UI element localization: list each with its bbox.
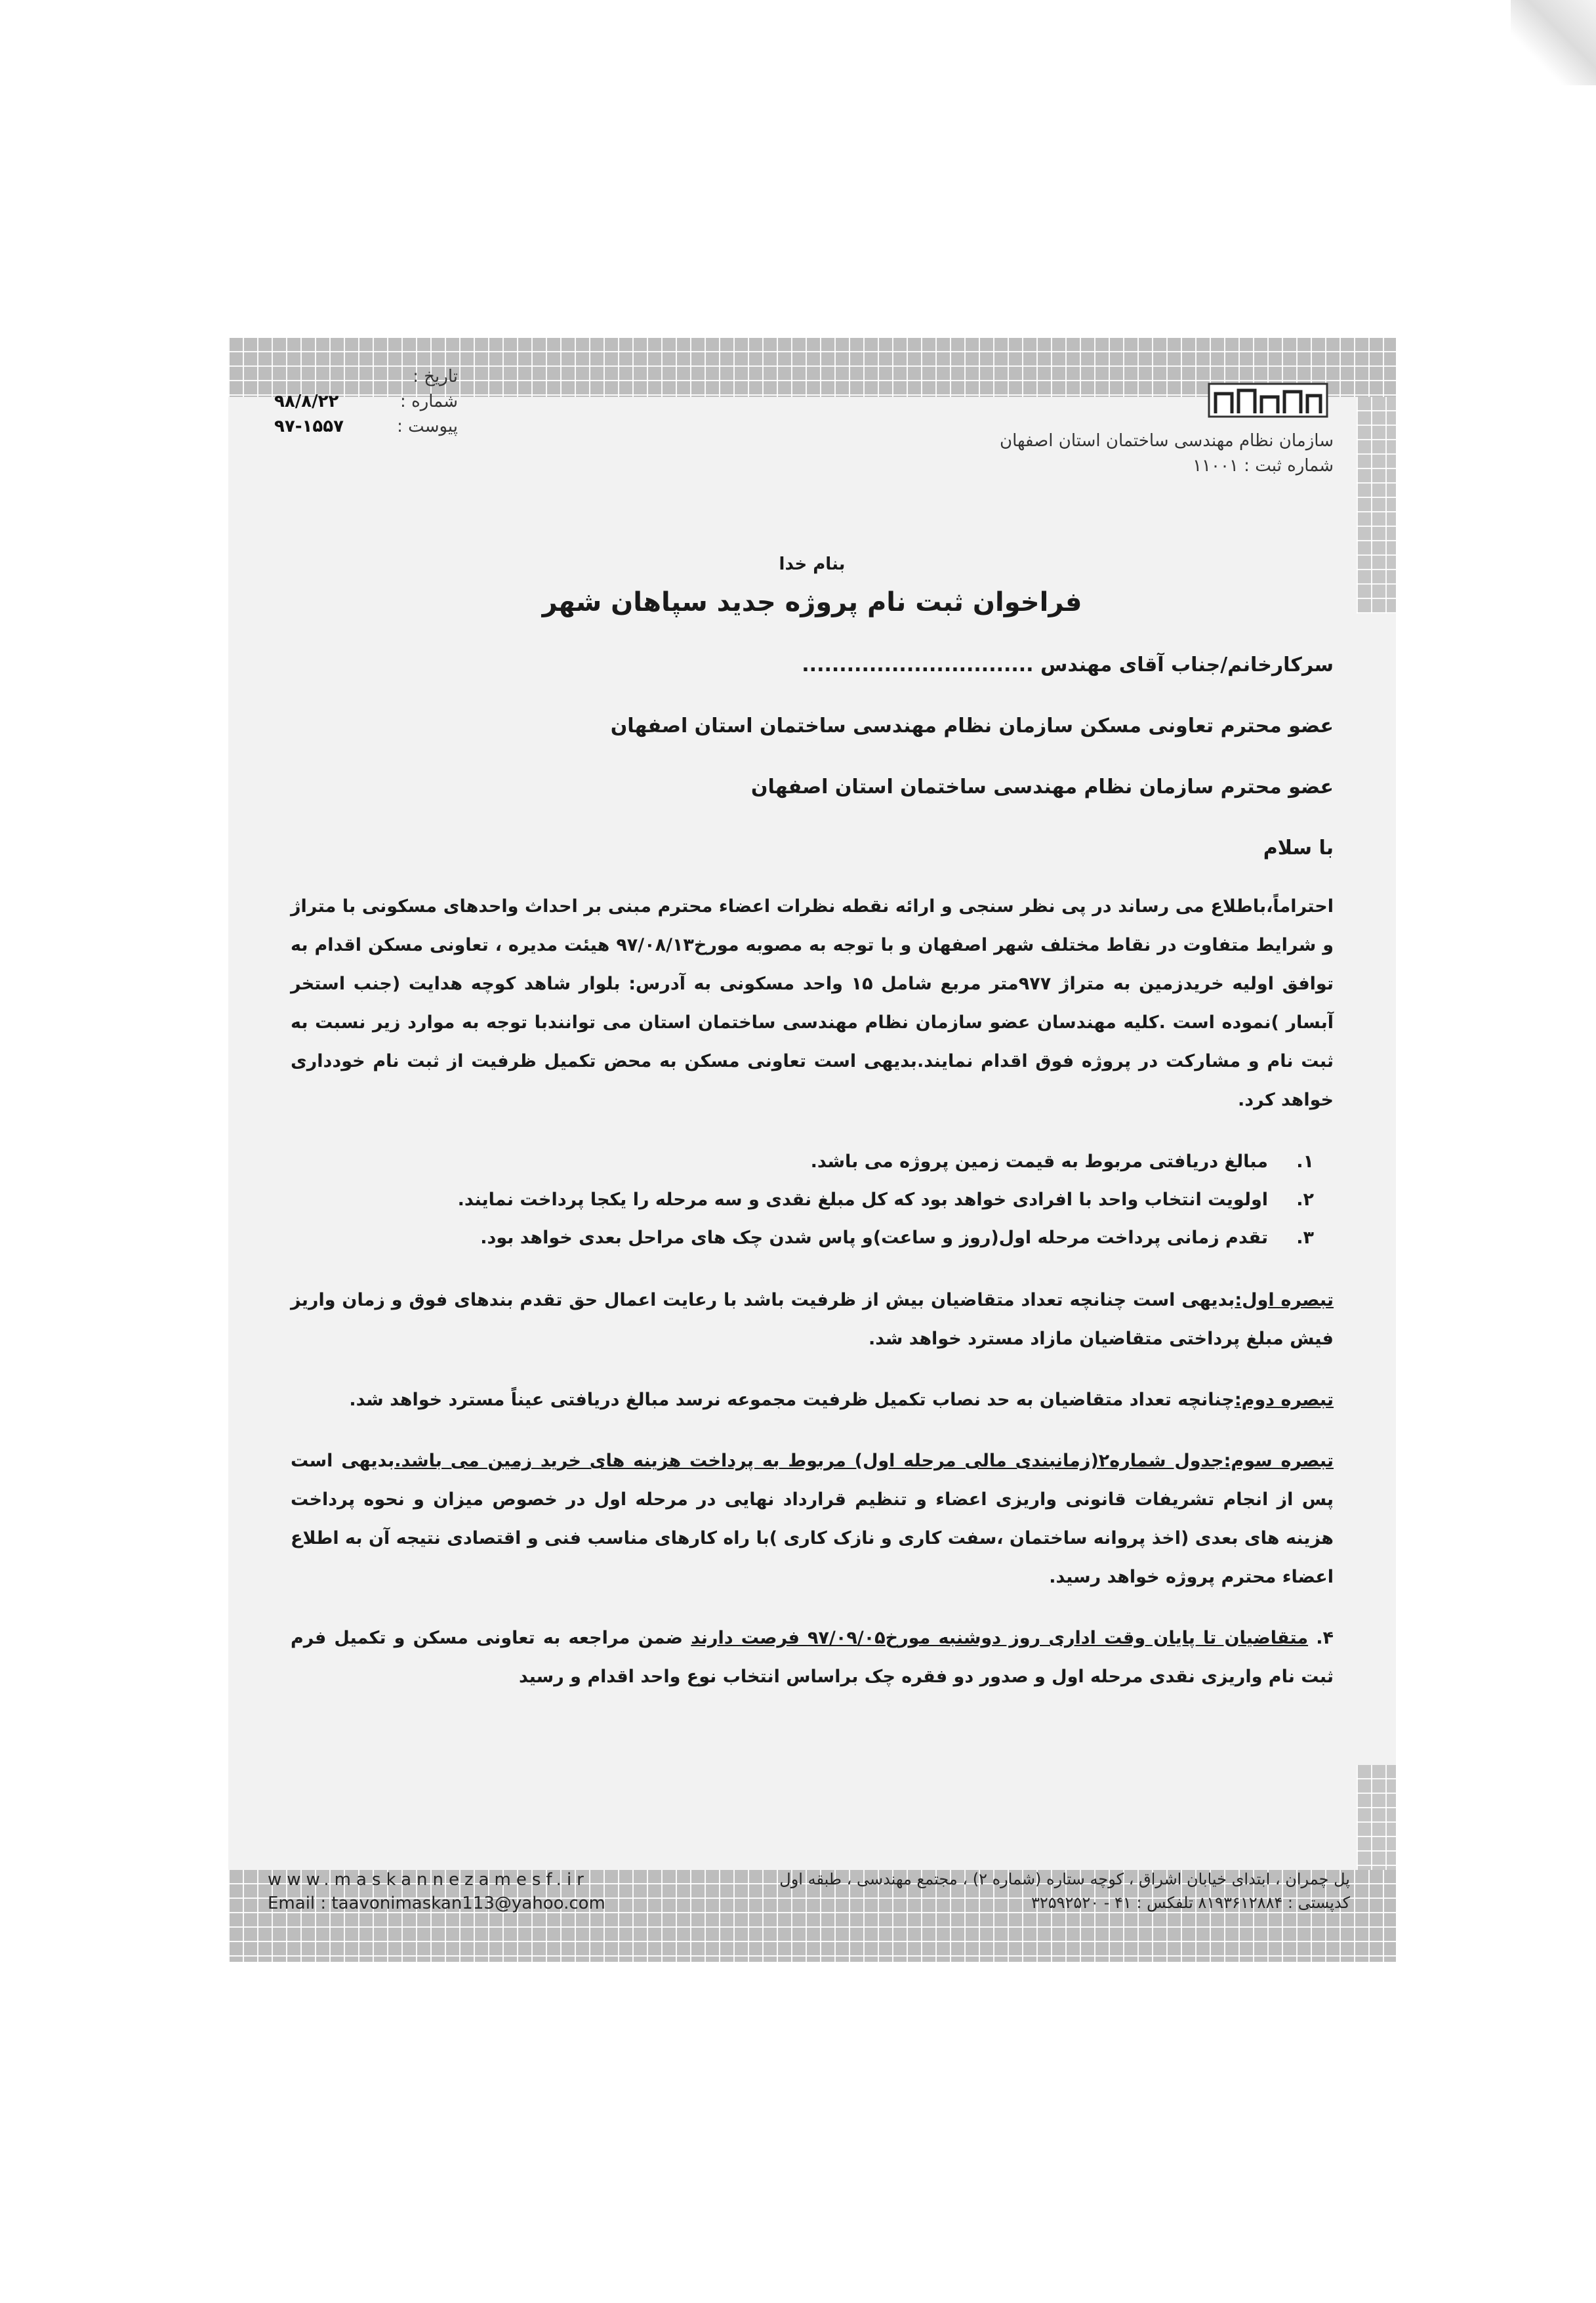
registration-number: شماره ثبت : ۱۱۰۰۱ [1193,456,1334,476]
letter-body [291,554,1334,1718]
attachment-label: پیوست : [397,417,458,436]
date-value: ۹۸/۸/۲۲ [274,392,339,411]
note-2-text: چنانچه تعداد متقاضیان به حد نصاب تکمیل ظرفیت مجموعه نرسد مبالغ دریافتی عیناً مسترد خواهد شد. [349,1390,1235,1410]
note-3 [291,1442,1334,1596]
letter-title: فراخوان ثبت نام پروژه جدید سپاهان شهر [542,587,1082,617]
note-2-heading: تبصره دوم: [1234,1390,1334,1410]
side-tile-pattern [1357,397,1396,613]
number-label: شماره : [400,392,458,411]
list-item [291,1143,1334,1181]
list-item-text: مبالغ دریافتی مربوط به قیمت زمین پروژه می باشد. [810,1152,1268,1172]
side-tile-pattern-bottom [1357,1765,1396,1870]
list-item-number: ۳. [1296,1228,1314,1248]
item-4-deadline: متقاضیان تا پایان وقت اداری روز دوشنبه مورخ۹۷/۰۹/۰۵ فرصت دارند [691,1628,1309,1648]
website-link[interactable]: www.maskannezamesf.ir [268,1870,589,1890]
list-item-text: تقدم زمانی پرداخت مرحله اول(روز و ساعت)و پاس شدن چک های مراحل بعدی خواهد بود. [480,1228,1268,1248]
item-4 [291,1619,1334,1696]
date-label: تاریخ : [413,367,458,386]
email-link[interactable]: Email : taavonimaskan113@yahoo.com [268,1894,605,1913]
attachment-row [274,414,458,439]
letter-meta [274,364,458,439]
list-item [291,1219,1334,1257]
address-text: پل چمران ، ابتدای خیابان اشراق ، کوچه ستاره (شماره ۲) ، مجتمع مهندسی ، طبقه اول [779,1870,1350,1888]
intro-paragraph: احتراماً،باطلاع می رساند در پی نظر سنجی و ارائه نقطه نظرات اعضاء محترم مبنی بر احداث واحدهای مسکونی با متراژ و شرایط متفاوت در نقاط مختلف شهر اصفهان و با توجه به مصوبه مورخ۹۷/۰۸/۱۳ هیئت مدیره ، تعاونی مسکن اقدام به توافق اولیه خریدزمین به متراژ ۹۷۷متر مربع شامل ۱۵ واحد مسکونی به آدرس: بلوار شاهد کوچه هدایت (جنب استخر آبسار )نموده است .کلیه مهندسان عضو سازمان نظام مهندسی ساختمان استان می توانندبا توجه به موارد زیر نسبت به ثبت نام و مشارکت در پروژه فوق اقدام نمایند.بدیهی است تعاونی مسکن به محض تکمیل ظرفیت از ثبت نام خودداری خواهد کرد. [291,896,1334,1110]
scan-corner-shadow [1511,0,1596,85]
list-item [291,1181,1334,1219]
greeting: با سلام [1263,837,1334,860]
list-item-number: ۲. [1296,1190,1314,1210]
note-1 [291,1281,1334,1358]
conditions-list [291,1143,1334,1257]
item-4-text: ضمن مراجعه به تعاونی مسکن و تکمیل فرم ثبت نام واریزی نقدی مرحله اول و صدور دو فقره چک براساس انتخاب نوع واحد اقدام و رسید [291,1628,1334,1687]
basmala: بنام خدا [779,554,846,574]
organization-logo [1202,377,1334,423]
date-row [274,364,458,389]
note-3-text: بدیهی است پس از انجام تشریفات قانونی واریزی اعضاء و تنظیم قرارداد نهایی در مرحله اول در خصوص میزان و نحوه پرداخت هزینه های بعدی (اخذ پروانه ساختمان ،سفت کاری و نازک کاری )با راه کارهای مناسب فنی و اقتصادی نتیجه آن به اطلاع اعضاء محترم پروژه خواهد رسید. [291,1451,1334,1587]
letter-page [228,338,1396,1962]
organization-name: سازمان نظام مهندسی ساختمان استان اصفهان [1000,431,1334,451]
list-item-number: ۱. [1296,1152,1314,1172]
phone-text: کدپستی : ۸۱۹۳۶۱۲۸۸۴ تلفکس : ۴۱ - ۳۲۵۹۲۵۲۰ [1031,1894,1350,1912]
footer-address [779,1870,1350,1917]
member-line-2: عضو محترم سازمان نظام مهندسی ساختمان استان اصفهان [750,776,1334,799]
number-value: ۹۷-۱۵۵۷ [274,417,344,436]
note-1-heading: تبصره اول: [1235,1290,1334,1310]
note-2 [291,1380,1334,1419]
number-row [274,389,458,414]
organization-header [1000,377,1334,476]
letter-footer [228,1857,1396,1936]
note-3-underlined: جدول شماره۲(زمانبندی مالی مرحله اول) مربوط به پرداخت هزینه های خرید زمین می باشد. [394,1451,1224,1471]
member-line-1: عضو محترم تعاونی مسکن سازمان نظام مهندسی ساختمان استان اصفهان [610,715,1334,737]
list-item-text: اولویت انتخاب واحد با افرادی خواهد بود که کل مبلغ نقدی و سه مرحله را یکجا پرداخت نمایند. [457,1190,1268,1210]
note-1-text: بدیهی است چنانچه تعداد متقاضیان بیش از ظرفیت باشد با رعایت اعمال حق تقدم بندهای فوق و زمان واریز فیش مبلغ پرداختی متقاضیان مازاد مسترد خواهد شد. [291,1290,1334,1349]
item-4-number: ۴. [1316,1628,1334,1648]
footer-contact-web [268,1870,605,1913]
salutation: سرکارخانم/جناب آقای مهندس ............................... [802,654,1334,676]
note-3-heading: تبصره سوم: [1223,1451,1334,1471]
